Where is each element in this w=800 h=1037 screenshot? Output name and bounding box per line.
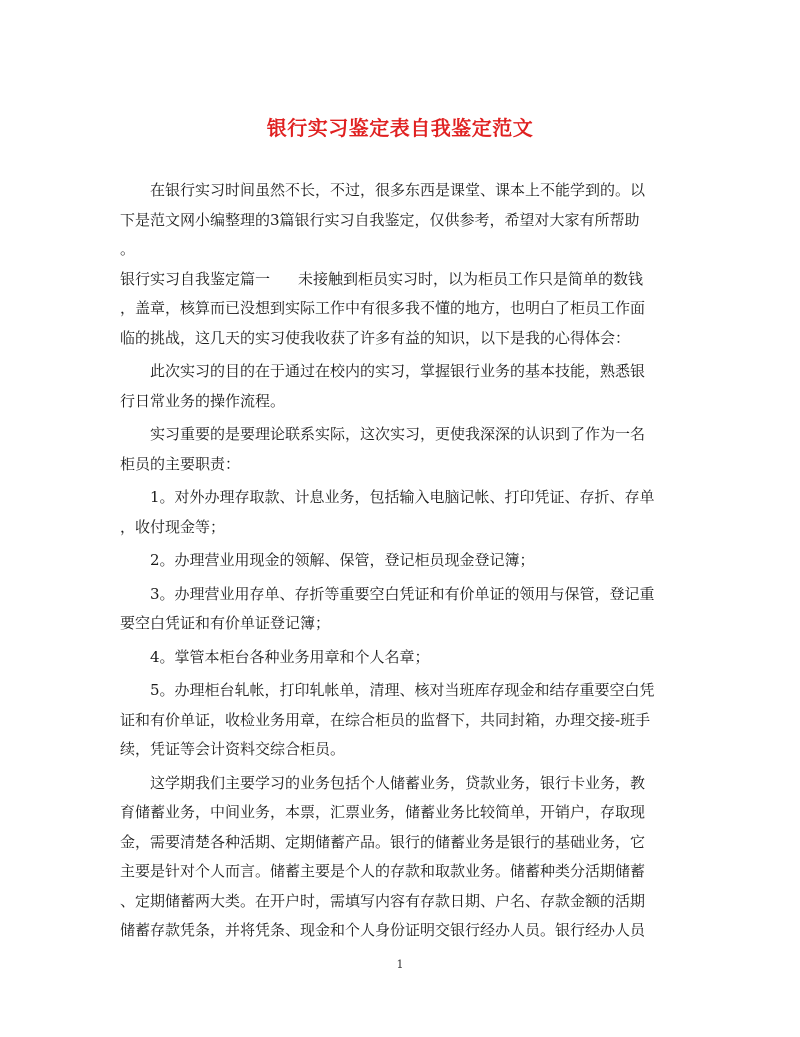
list-item-line: 5。办理柜台轧帐，打印轧帐单，清理、核对当班库存现金和结存重要空白凭	[150, 681, 655, 699]
paragraph-line: 这学期我们主要学习的业务包括个人储蓄业务，贷款业务，银行卡业务，教	[150, 773, 646, 792]
document-body	[120, 176, 680, 946]
paragraph-line: 、定期储蓄两大类。在开户时，需填写内容有存款日期、户名、存款金额的活期	[120, 891, 646, 910]
page-number: 1	[396, 958, 404, 971]
paragraph-line: 在银行实习时间虽然不长，不过，很多东西是课堂、课本上不能学到的。以	[150, 181, 646, 199]
list-item-line: 4。掌管本柜台各种业务用章和个人名章；	[150, 647, 430, 666]
list-item-line: 1。对外办理存取款、计息业务，包括输入电脑记帐、打印凭证、存折、存单	[150, 488, 655, 506]
paragraph-line: 金，需要清楚各种活期、定期储蓄产品。银行的储蓄业务是银行的基础业务，它	[120, 832, 646, 851]
paragraph-line: 柜员的主要职责：	[120, 454, 241, 473]
paragraph-line: 主要是针对个人而言。储蓄主要是个人的存款和取款业务。储蓄种类分活期储蓄	[120, 862, 646, 880]
paragraph-text: 未接触到柜员实习时，以为柜员工作只是简单的数钱	[298, 269, 644, 288]
paragraph-line: 此次实习的目的在于通过在校内的实习，掌握银行业务的基本技能，熟悉银	[150, 362, 646, 380]
list-item-line: 证和有价单证，收检业务用章，在综合柜员的监督下，共同封箱，办理交接-班手	[120, 710, 651, 729]
document-title: 银行实习鉴定表自我鉴定范文	[266, 116, 534, 140]
paragraph-line: 临的挑战，这几天的实习使我收获了许多有益的知识，以下是我的心得体会：	[120, 328, 631, 347]
list-item-line: ，收付现金等；	[120, 517, 226, 536]
paragraph-line: 实习重要的是要理论联系实际，这次实习，更使我深深的认识到了作为一名	[150, 425, 646, 443]
paragraph-line: 下是范文网小编整理的3篇银行实习自我鉴定，仅供参考，希望对大家有所帮助	[120, 210, 640, 229]
paragraph-line: 。	[120, 240, 136, 258]
list-item-line: 要空白凭证和有价单证登记簿；	[120, 614, 331, 632]
section-heading: 银行实习自我鉴定篇一	[120, 269, 271, 288]
paragraph-line	[120, 265, 680, 295]
paragraph-line: 行日常业务的操作流程。	[120, 391, 286, 410]
list-item-line: 续，凭证等会计资料交综合柜员。	[120, 740, 346, 758]
list-item-line: 2。办理营业用现金的领解、保管，登记柜员现金登记簿；	[150, 551, 535, 569]
paragraph-line: 育储蓄业务，中间业务，本票，汇票业务，储蓄业务比较简单，开销户，存取现	[120, 803, 646, 821]
list-item-line: 3。办理营业用存单、存折等重要空白凭证和有价单证的领用与保管，登记重	[150, 584, 655, 603]
paragraph-line: ，盖章，核算而已没想到实际工作中有很多我不懂的地方，也明白了柜员工作面	[120, 299, 646, 317]
paragraph-line: 储蓄存款凭条，并将凭条、现金和个人身份证明交银行经办人员。银行经办人员	[120, 921, 646, 939]
